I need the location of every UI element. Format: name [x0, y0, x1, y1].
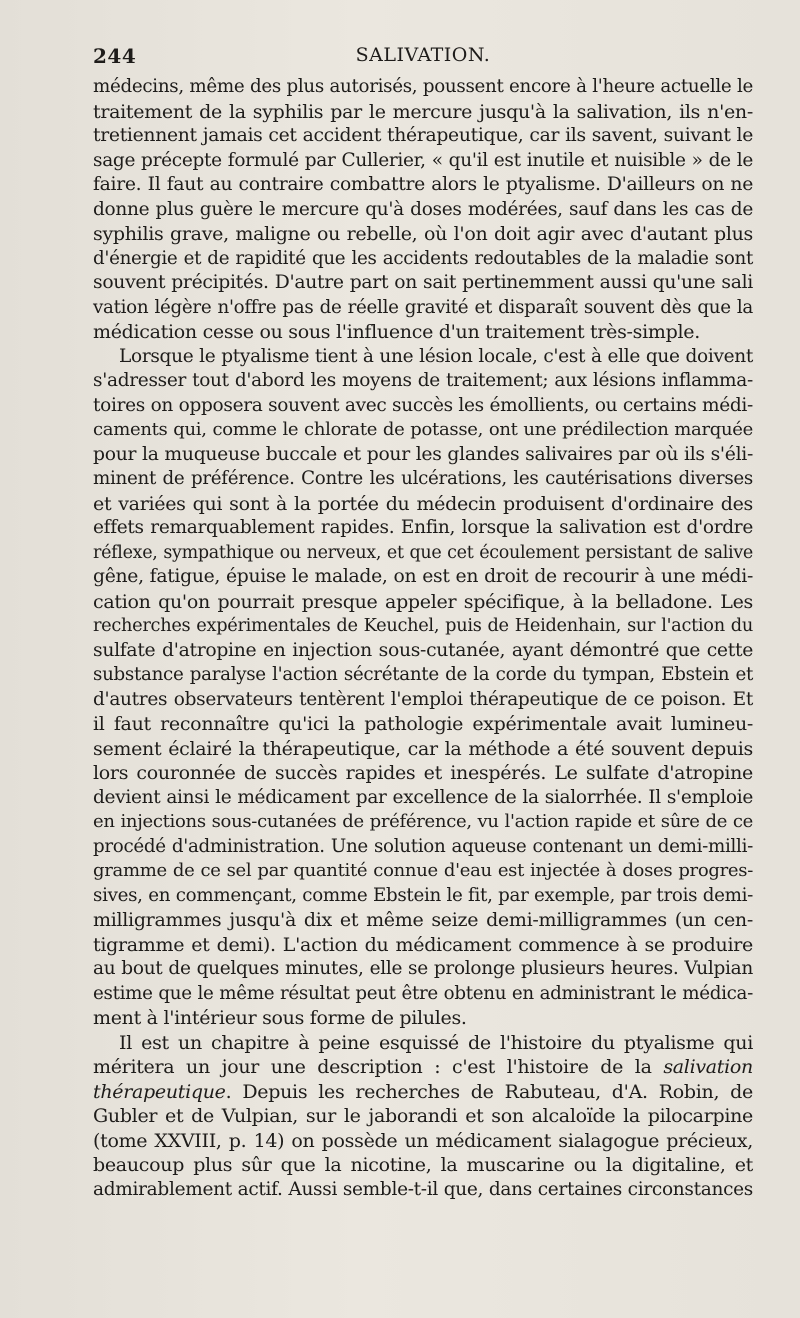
text-line: souvent précipités. D'autre part on sait pertinemment aussi qu'une sali — [93, 272, 753, 293]
text-line: il faut reconnaître qu'ici la pathologie expérimentale avait lumineu- — [93, 713, 753, 735]
text-line: médecins, même des plus autorisés, poussent encore à l'heure actuelle le — [93, 76, 753, 97]
text-line: tigramme et demi). L'action du médicament commence à se produire — [93, 933, 753, 956]
text-line — [93, 1080, 753, 1105]
text-line: sage précepte formulé par Cullerier, « qu'il est inutile et nuisible » de le — [93, 149, 753, 171]
italic-term: thérapeutique — [93, 1080, 226, 1103]
text-line: gêne, fatigue, épuise le malade, on est en droit de recourir à une médi- — [93, 566, 753, 587]
text-line: sulfate d'atropine en injection sous-cutanée, ayant démontré que cette — [93, 639, 753, 661]
text-line: beaucoup plus sûr que la nicotine, la muscarine ou la digitaline, et — [93, 1154, 753, 1176]
text-line: effets remarquablement rapides. Enfin, lorsque la salivation est d'ordre — [93, 517, 753, 538]
text-line: cation qu'on pourrait presque appeler spécifique, à la belladone. Les — [93, 590, 753, 613]
page-number: 244 — [93, 44, 137, 68]
text-line: devient ainsi le médicament par excellence de la sialorrhée. Il s'emploie — [93, 786, 753, 808]
text-run: . Depuis les recherches de Rabuteau, d'A. Robin, de — [225, 1080, 753, 1103]
text-line: lors couronnée de succès rapides et inespérés. Le sulfate d'atropine — [93, 762, 753, 784]
text-line: vation légère n'offre pas de réelle gravité et disparaît souvent dès que la — [93, 296, 753, 318]
text-line: au bout de quelques minutes, elle se prolonge plusieurs heures. Vulpian — [93, 958, 753, 979]
text-line: en injections sous-cutanées de préférence, vu l'action rapide et sûre de ce — [93, 811, 753, 832]
text-line: réflexe, sympathique ou nerveux, et que cet écoulement persistant de salive — [93, 542, 753, 563]
body-text — [93, 75, 753, 1202]
text-line: Gubler et de Vulpian, sur le jaborandi et son alcaloïde la pilocarpine — [93, 1105, 753, 1127]
paragraph-end-line: ment à l'intérieur sous forme de pilules. — [93, 1007, 467, 1029]
text-line: caments qui, comme le chlorate de potasse, ont une prédilection marquée — [93, 419, 753, 440]
text-line: faire. Il faut au contraire combattre alors le ptyalisme. D'ailleurs on ne — [93, 174, 753, 195]
italic-term: salivation — [663, 1056, 753, 1078]
text-line: toires on opposera souvent avec succès les émollients, ou certains médi- — [93, 394, 753, 416]
text-line: substance paralyse l'action sécrétante de la corde du tympan, Ebstein et — [93, 664, 753, 685]
running-title: SALIVATION. — [355, 44, 491, 66]
text-line: milligrammes jusqu'à dix et même seize demi-milligrammes (un cen- — [93, 909, 753, 931]
text-line: gramme de ce sel par quantité connue d'eau est injectée à doses progres- — [93, 860, 753, 881]
text-line: d'énergie et de rapidité que les accidents redoutables de la maladie sont — [93, 247, 753, 269]
text-line: s'adresser tout d'abord les moyens de traitement; aux lésions inflamma- — [93, 370, 753, 391]
text-line: traitement de la syphilis par le mercure jusqu'à la salivation, ils n'en- — [93, 100, 753, 123]
text-line: pour la muqueuse buccale et pour les glandes salivaires par où ils s'éli- — [93, 443, 753, 465]
text-line: d'autres observateurs tentèrent l'emploi thérapeutique de ce poison. Et — [93, 688, 753, 710]
paragraph-end-line: médication cesse ou sous l'influence d'un traitement très-simple. — [93, 321, 700, 343]
text-line: tretiennent jamais cet accident thérapeutique, car ils savent, suivant le — [93, 125, 753, 146]
text-line: donne plus guère le mercure qu'à doses modérées, sauf dans les cas de — [93, 198, 753, 220]
text-line: et variées qui sont à la portée du médecin produisent d'ordinaire des — [93, 492, 753, 515]
text-line: estime que le même résultat peut être obtenu en administrant le médica- — [93, 982, 753, 1004]
paragraph-start-line: Lorsque le ptyalisme tient à une lésion locale, c'est à elle que doivent — [119, 345, 753, 367]
text-line: minent de préférence. Contre les ulcérations, les cautérisations diverses — [93, 468, 753, 489]
text-line — [93, 1055, 753, 1080]
text-line: sement éclairé la thérapeutique, car la méthode a été souvent depuis — [93, 737, 753, 760]
text-line: syphilis grave, maligne ou rebelle, où l'on doit agir avec d'autant plus — [93, 223, 753, 245]
text-line: recherches expérimentales de Keuchel, puis de Heidenhain, sur l'action du — [93, 616, 753, 636]
text-line: sives, en commençant, comme Ebstein le fit, par exemple, par trois demi- — [93, 884, 753, 906]
page-header — [93, 44, 753, 70]
text-line: admirablement actif. Aussi semble-t-il que, dans certaines circonstances — [93, 1178, 753, 1200]
paragraph-start-line: Il est un chapitre à peine esquissé de l'histoire du ptyalisme qui — [119, 1031, 753, 1054]
text-line: (tome XXVIII, p. 14) on possède un médicament sialagogue précieux, — [93, 1129, 753, 1152]
text-line: procédé d'administration. Une solution aqueuse contenant un demi-milli- — [93, 835, 753, 857]
text-run: méritera un jour une description : c'est l'histoire de la — [93, 1056, 664, 1078]
